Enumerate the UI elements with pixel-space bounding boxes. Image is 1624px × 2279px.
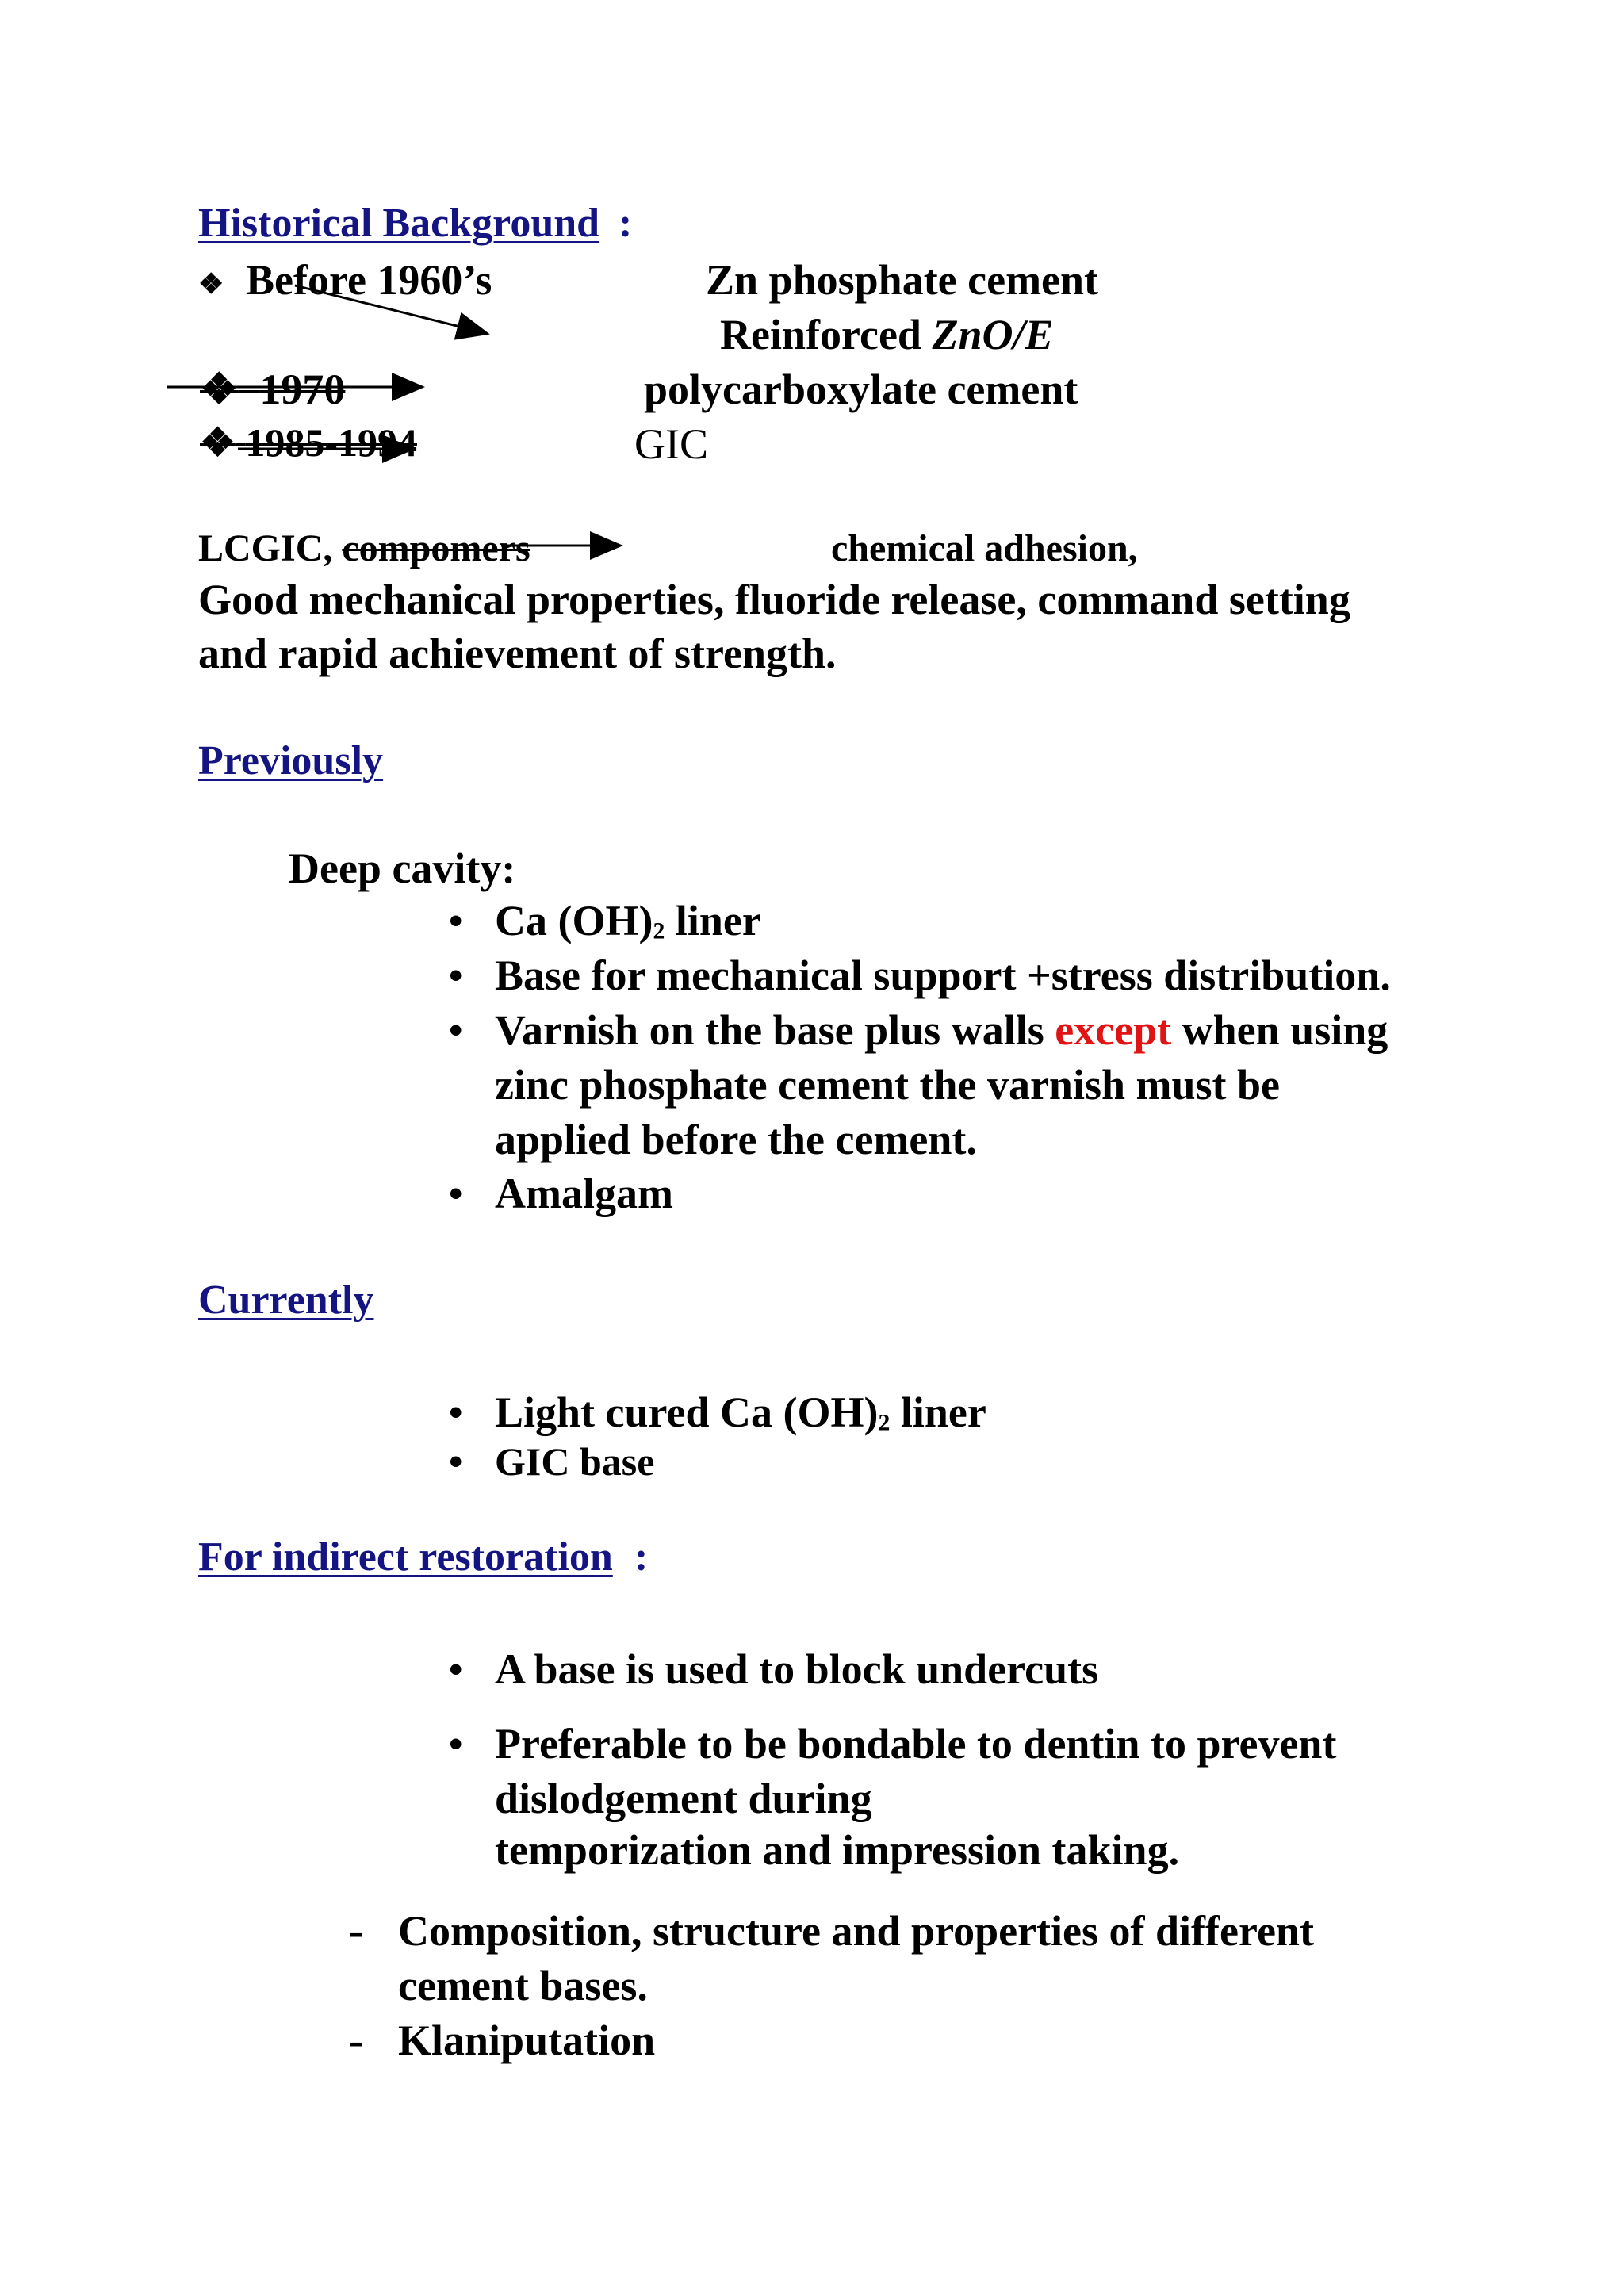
previously-item-3-line-2: zinc phosphate cement the varnish must be [495,1061,1281,1109]
row-value-gic: GIC [634,420,708,468]
bullet-icon: • [449,1439,463,1484]
bullet-icon: • [449,1008,463,1052]
except-emphasis: except [1055,1006,1172,1054]
bullet-icon: • [449,898,463,943]
dash-item-2: Klaniputation [398,2017,656,2064]
currently-heading: Currently [198,1277,374,1323]
row-label-1970: ❖ 1970 [200,366,346,413]
previously-item-4: Amalgam [495,1170,673,1217]
dash-item-1: Composition, structure and properties of different [398,1907,1314,1955]
previously-item-2: Base for mechanical support +stress distribution. [495,952,1391,999]
currently-item-2: GIC base [495,1439,655,1484]
bullet-icon: • [449,1390,463,1434]
indirect-item-2-line-3: temporization and impression taking. [495,1826,1180,1874]
arrow-1960s [295,285,485,333]
previously-item-3: Varnish on the base plus walls except when using [495,1006,1388,1054]
indirect-item-2: Preferable to be bondable to dentin to prevent [495,1720,1337,1768]
historical-heading: Historical Background [198,201,600,246]
deep-cavity-subheading: Deep cavity: [289,845,516,892]
row-value-polycarboxylate: polycarboxylate cement [644,366,1078,413]
previously-item-1: Ca $(OH)_2$ liner [495,897,761,944]
dash-item-1-line-2: cement bases. [398,1962,648,2009]
dash-icon: - [349,1907,363,1955]
row-label-1985-1994: ❖ 1985-1994 [200,420,417,465]
indirect-colon: : [634,1534,649,1580]
bullet-icon: • [449,1647,463,1691]
bullet-icon: • [449,1171,463,1216]
indirect-item-2-line-2: dislodgement during [495,1775,872,1822]
historical-colon: : [619,201,633,246]
dash-icon: - [349,2017,363,2064]
row-value-reinforced: Reinforced ZnO/E [720,311,1054,358]
summary-line-2: and rapid achievement of strength. [198,630,837,677]
currently-item-1: Light cured Ca $(OH)_2$ liner [495,1388,986,1436]
row-label-before-1960s: Before 1960’s [246,256,492,304]
bullet-icon: • [449,953,463,998]
row-value-zn-phosphate: Zn phosphate cement [706,256,1099,304]
previously-item-3-line-3: applied before the cement. [495,1116,977,1163]
indirect-item-1: A base is used to block undercuts [495,1645,1099,1693]
bullet-icon: • [449,1722,463,1766]
indirect-heading: For indirect restoration [198,1534,613,1580]
summary-line-1: Good mechanical properties, fluoride release, command setting [198,576,1350,623]
previously-heading: Previously [198,738,384,783]
chemical-adhesion: chemical adhesion, [831,527,1138,569]
bullet-diamond-icon: ❖ [198,268,224,300]
lcgic-line: LCGIC, compomers [198,527,530,569]
